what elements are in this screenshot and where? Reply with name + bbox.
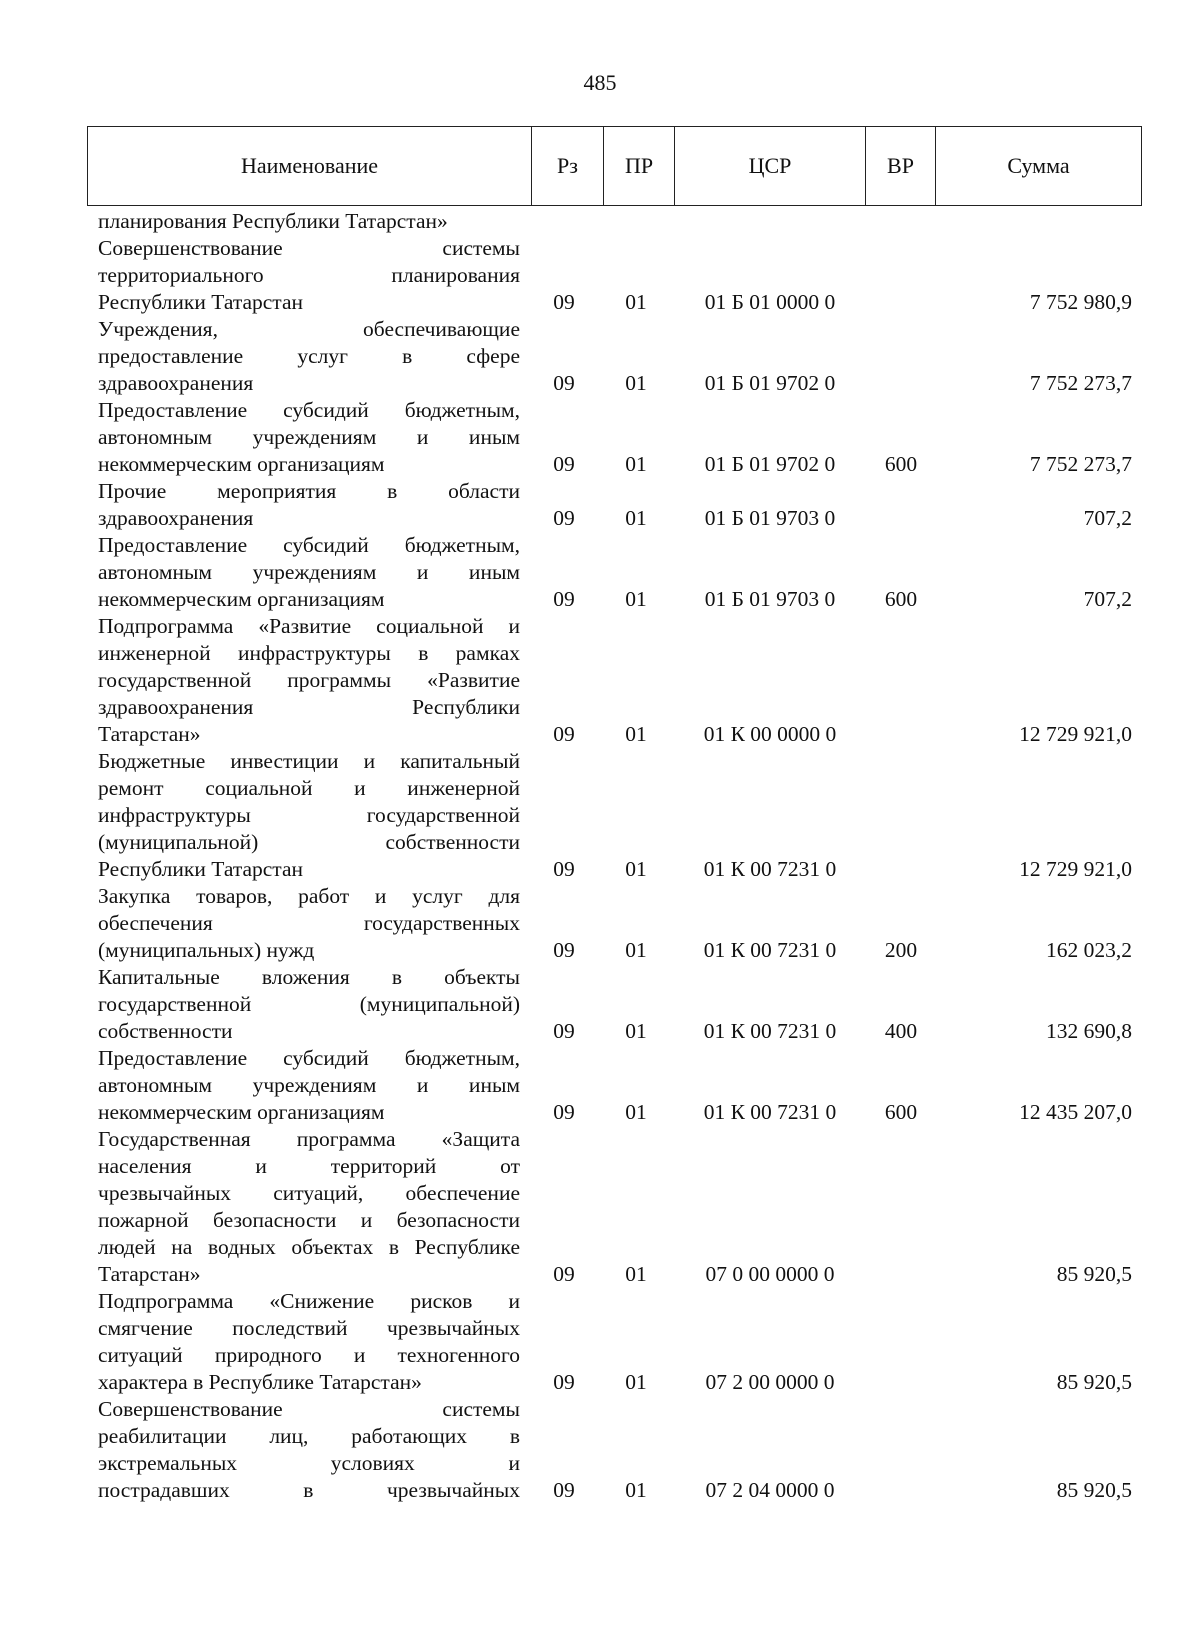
row-name-line: некоммерческим организациям — [98, 452, 385, 476]
row-name-line: государственной (муниципальной) — [98, 992, 520, 1016]
row-name-line: инженерной инфраструктуры в рамках — [98, 641, 520, 665]
row-csr — [675, 208, 865, 235]
row-name — [98, 883, 520, 964]
row-csr: 07 2 04 0000 0 — [705, 1478, 835, 1502]
row-pr: 01 — [625, 587, 647, 611]
table-header — [87, 126, 1142, 206]
header-csr: ЦСР — [675, 127, 866, 206]
row-name-line: Закупка товаров, работ и услуг для — [98, 884, 520, 908]
row-vr — [866, 1261, 936, 1288]
row-name — [98, 532, 520, 613]
table-row — [0, 235, 1200, 316]
row-csr: 01 Б 01 9703 0 — [704, 506, 836, 530]
row-pr: 01 — [625, 371, 647, 395]
row-rz: 09 — [553, 1478, 575, 1502]
row-name-line: Татарстан» — [98, 722, 201, 746]
row-csr: 01 К 00 7231 0 — [703, 857, 837, 881]
row-name-line: Совершенствование системы — [98, 1397, 520, 1421]
row-name-line: автономным учреждениям и иным — [98, 425, 520, 449]
row-rz — [532, 208, 596, 235]
row-name — [98, 1288, 520, 1396]
row-name-line: пострадавших в чрезвычайных — [98, 1478, 520, 1502]
row-rz: 09 — [553, 452, 575, 476]
row-name — [98, 478, 520, 532]
table-row — [0, 748, 1200, 883]
table-row — [0, 883, 1200, 964]
row-vr — [866, 370, 936, 397]
row-name — [98, 748, 520, 883]
row-name — [98, 613, 520, 748]
row-name — [98, 1396, 520, 1504]
row-sum: 707,2 — [1083, 587, 1132, 611]
row-name-line: обеспечения государственных — [98, 911, 520, 935]
row-csr: 01 К 00 0000 0 — [703, 722, 837, 746]
row-name — [98, 964, 520, 1045]
row-csr: 01 К 00 7231 0 — [703, 938, 837, 962]
row-sum: 85 920,5 — [1056, 1370, 1132, 1394]
row-vr: 200 — [884, 938, 918, 962]
page-number: 485 — [583, 70, 617, 95]
row-vr: 400 — [884, 1019, 918, 1043]
row-pr: 01 — [625, 857, 647, 881]
row-sum: 7 752 980,9 — [1029, 290, 1132, 314]
table-row — [0, 397, 1200, 478]
row-sum: 12 729 921,0 — [1019, 722, 1132, 746]
table-row — [0, 1045, 1200, 1126]
row-vr — [866, 289, 936, 316]
row-csr: 07 2 00 0000 0 — [705, 1370, 835, 1394]
row-pr: 01 — [625, 506, 647, 530]
row-name — [98, 208, 520, 235]
table-row — [0, 316, 1200, 397]
row-rz: 09 — [553, 857, 575, 881]
row-name-line: ситуаций природного и техногенного — [98, 1343, 520, 1367]
row-name-line: инфраструктуры государственной — [98, 803, 520, 827]
row-name — [98, 1045, 520, 1126]
table-row — [0, 1288, 1200, 1396]
row-sum: 12 435 207,0 — [1019, 1100, 1132, 1124]
row-rz: 09 — [553, 371, 575, 395]
row-name — [98, 1126, 520, 1288]
row-name-line: Подпрограмма «Развитие социальной и — [98, 614, 520, 638]
row-vr — [866, 208, 936, 235]
row-name — [98, 235, 520, 316]
row-vr: 600 — [884, 452, 918, 476]
row-name-line: Учреждения, обеспечивающие — [98, 317, 520, 341]
row-name-line: предоставление услуг в сфере — [98, 344, 520, 368]
header-sum: Сумма — [936, 127, 1142, 206]
header-rz: Рз — [532, 127, 604, 206]
row-name — [98, 397, 520, 478]
row-name-line: (муниципальных) нужд — [98, 938, 315, 962]
row-name-line: Совершенствование системы — [98, 236, 520, 260]
row-pr — [604, 208, 668, 235]
row-rz: 09 — [553, 1100, 575, 1124]
row-csr: 01 Б 01 0000 0 — [704, 290, 836, 314]
row-rz: 09 — [553, 722, 575, 746]
row-sum: 7 752 273,7 — [1029, 371, 1132, 395]
row-vr: 600 — [884, 587, 918, 611]
row-name-line: Предоставление субсидий бюджетным, — [98, 533, 520, 557]
row-name-line: автономным учреждениям и иным — [98, 560, 520, 584]
row-name-line: Республики Татарстан — [98, 857, 304, 881]
row-vr — [866, 1369, 936, 1396]
row-name-line: характера в Республике Татарстан» — [98, 1370, 422, 1394]
row-name-line: Республики Татарстан — [98, 290, 304, 314]
header-name: Наименование — [88, 127, 532, 206]
row-name-line: Татарстан» — [98, 1262, 201, 1286]
row-name-line: некоммерческим организациям — [98, 587, 385, 611]
row-pr: 01 — [625, 722, 647, 746]
row-vr — [866, 505, 936, 532]
row-csr: 01 К 00 7231 0 — [703, 1019, 837, 1043]
row-pr: 01 — [625, 452, 647, 476]
row-name-line: чрезвычайных ситуаций, обеспечение — [98, 1181, 520, 1205]
row-rz: 09 — [553, 1370, 575, 1394]
row-name-line: экстремальных условиях и — [98, 1451, 520, 1475]
row-name — [98, 316, 520, 397]
row-name-line: автономным учреждениям и иным — [98, 1073, 520, 1097]
table-row — [0, 964, 1200, 1045]
row-pr: 01 — [625, 1370, 647, 1394]
row-name-line: Прочие мероприятия в области — [98, 479, 520, 503]
row-name-line: Капитальные вложения в объекты — [98, 965, 520, 989]
row-vr — [866, 721, 936, 748]
row-name-line: Подпрограмма «Снижение рисков и — [98, 1289, 520, 1313]
row-rz: 09 — [553, 506, 575, 530]
row-name-line: Предоставление субсидий бюджетным, — [98, 1046, 520, 1070]
row-pr: 01 — [625, 938, 647, 962]
row-pr: 01 — [625, 1262, 647, 1286]
row-name-line: населения и территорий от — [98, 1154, 520, 1178]
row-pr: 01 — [625, 1478, 647, 1502]
row-pr: 01 — [625, 290, 647, 314]
row-name-line: Бюджетные инвестиции и капитальный — [98, 749, 520, 773]
row-name-line: здравоохранения — [98, 371, 254, 395]
row-sum: 162 023,2 — [1046, 938, 1132, 962]
row-sum — [940, 208, 1132, 235]
row-sum: 707,2 — [1083, 506, 1132, 530]
row-vr — [866, 856, 936, 883]
row-rz: 09 — [553, 1019, 575, 1043]
row-vr: 600 — [884, 1100, 918, 1124]
row-name-line: некоммерческим организациям — [98, 1100, 385, 1124]
table-body — [0, 208, 1200, 1504]
row-rz: 09 — [553, 1262, 575, 1286]
row-name-line: Государственная программа «Защита — [98, 1127, 520, 1151]
row-sum: 85 920,5 — [1056, 1262, 1132, 1286]
row-csr: 01 К 00 7231 0 — [703, 1100, 837, 1124]
row-name-line: собственности — [98, 1019, 233, 1043]
table-row — [0, 613, 1200, 748]
row-name-line: смягчение последствий чрезвычайных — [98, 1316, 520, 1340]
row-name-line: пожарной безопасности и безопасности — [98, 1208, 520, 1232]
row-vr — [866, 1477, 936, 1504]
table-row — [0, 1126, 1200, 1288]
row-csr: 01 Б 01 9703 0 — [704, 587, 836, 611]
row-pr: 01 — [625, 1100, 647, 1124]
row-sum: 85 920,5 — [1056, 1478, 1132, 1502]
row-name-line: государственной программы «Развитие — [98, 668, 520, 692]
table-row — [0, 1396, 1200, 1504]
table-row — [0, 208, 1200, 235]
row-csr: 01 Б 01 9702 0 — [704, 452, 836, 476]
header-vr: ВР — [866, 127, 936, 206]
row-rz: 09 — [553, 587, 575, 611]
row-csr: 01 Б 01 9702 0 — [704, 371, 836, 395]
row-sum: 7 752 273,7 — [1029, 452, 1132, 476]
row-sum: 12 729 921,0 — [1019, 857, 1132, 881]
table-row — [0, 532, 1200, 613]
row-name-line: территориального планирования — [98, 263, 520, 287]
row-sum: 132 690,8 — [1046, 1019, 1132, 1043]
row-name-line: (муниципальной) собственности — [98, 830, 520, 854]
row-name-line: реабилитации лиц, работающих в — [98, 1424, 520, 1448]
row-rz: 09 — [553, 938, 575, 962]
row-name-line: людей на водных объектах в Республике — [98, 1235, 520, 1259]
row-pr: 01 — [625, 1019, 647, 1043]
row-name-line: здравоохранения Республики — [98, 695, 520, 719]
row-name-line: здравоохранения — [98, 506, 254, 530]
row-csr: 07 0 00 0000 0 — [705, 1262, 835, 1286]
row-rz: 09 — [553, 290, 575, 314]
header-pr: ПР — [604, 127, 675, 206]
row-name-line: ремонт социальной и инженерной — [98, 776, 520, 800]
row-name-line: Предоставление субсидий бюджетным, — [98, 398, 520, 422]
table-row — [0, 478, 1200, 532]
row-name-line: планирования Республики Татарстан» — [98, 209, 448, 233]
